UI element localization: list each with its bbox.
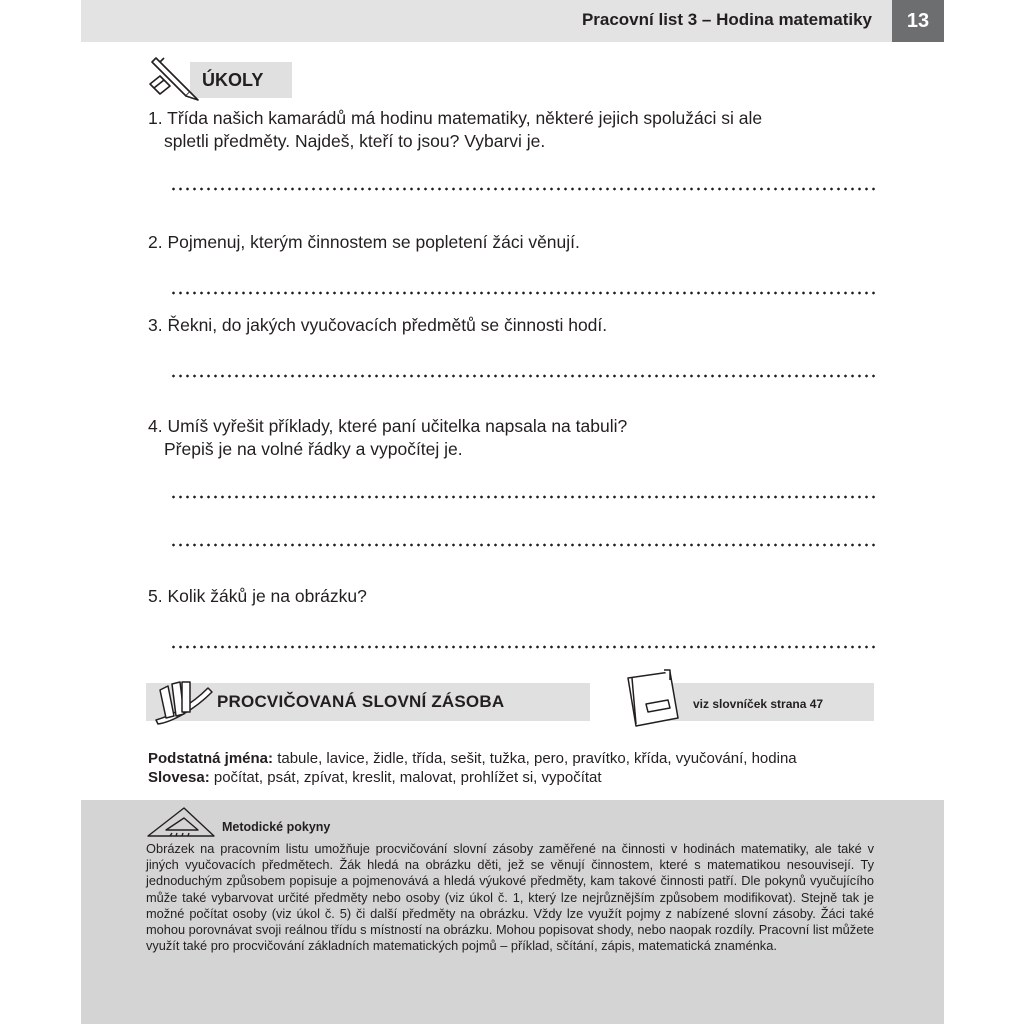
answer-line-2[interactable] xyxy=(170,291,875,295)
task-5 xyxy=(148,585,367,608)
method-text: Obrázek na pracovním listu umožňuje procvičování slovní zásoby zaměřené na činnosti v hodinách matematiky, ale také v jiných vyučovacích předmětech. Žák hledá na obrázku děti, jež se věnují činnostem, které s matematikou nesouvisejí. Ty jednoduchým způsobem popisuje a pojmenovává a hledá výukové předměty, kam takové činnosti patří. Dle pokynů vyučujícího může také vybarvovat určité předměty nebo osoby (viz úkol č. 1, který lze nejrůznějším způsobem modifikovat). Stejně tak je možné počítat osoby (viz úkol č. 5) či další předměty na obrázku. Vždy lze využít pojmy z nabízené slovní zásoby. Žáci také mohou porovnávat svoji reálnou třídu s místností na obrázku. Mohou popisovat shody, nebo naopak rozdíly. Pracovní list můžete využít také pro procvičování základních matematických pojmů – příklad, sčítání, zápis, matematická znaménka. xyxy=(146,841,874,954)
verbs-label: Slovesa: xyxy=(148,769,210,786)
answer-line-4b[interactable] xyxy=(170,543,875,547)
nouns-line xyxy=(148,749,797,768)
task-4-line2: Přepiš je na volné řádky a vypočítej je. xyxy=(164,439,463,459)
answer-line-5[interactable] xyxy=(170,645,875,649)
set-square-icon xyxy=(146,806,216,838)
page-title: Pracovní list 3 – Hodina matematiky xyxy=(581,10,872,29)
notebook-icon xyxy=(620,666,692,732)
nouns-label: Podstatná jména: xyxy=(148,750,274,767)
nouns-list: tabule, lavice, židle, třída, sešit, tužka, pero, pravítko, křída, vyučování, hodina xyxy=(273,750,797,767)
verbs-list: počítat, psát, zpívat, kreslit, malovat, prohlížet si, vypočítat xyxy=(209,769,602,786)
task-3-line1: 3. Řekni, do jakých vyučovacích předmětů se činnosti hodí. xyxy=(148,315,608,335)
task-1 xyxy=(148,107,762,153)
task-4-line1: 4. Umíš vyřešit příklady, které paní učitelka napsala na tabuli? xyxy=(148,416,628,436)
vocabulary-title: PROCVIČOVANÁ SLOVNÍ ZÁSOBA xyxy=(217,692,505,711)
task-1-line1: 1. Třída našich kamarádů má hodinu matematiky, některé jejich spolužáci si ale xyxy=(148,108,763,128)
answer-line-3[interactable] xyxy=(170,374,875,378)
tasks-label-text: ÚKOLY xyxy=(202,69,264,90)
header-bar xyxy=(81,0,892,42)
dictionary-reference: viz slovníček strana 47 xyxy=(693,697,824,711)
answer-line-1[interactable] xyxy=(170,187,875,191)
pencils-icon xyxy=(150,676,214,726)
answer-line-4a[interactable] xyxy=(170,495,875,499)
fountain-pen-icon xyxy=(146,52,206,104)
task-1-line2: spletli předměty. Najdeš, kteří to jsou? Vybarvi je. xyxy=(164,131,546,151)
task-4 xyxy=(148,415,627,461)
method-title: Metodické pokyny xyxy=(222,820,331,834)
page-number: 13 xyxy=(892,0,944,42)
task-2 xyxy=(148,231,580,254)
task-5-line1: 5. Kolik žáků je na obrázku? xyxy=(148,586,367,606)
task-2-line1: 2. Pojmenuj, kterým činnostem se popletení žáci věnují. xyxy=(148,232,580,252)
task-3 xyxy=(148,314,607,337)
verbs-line xyxy=(148,768,602,787)
